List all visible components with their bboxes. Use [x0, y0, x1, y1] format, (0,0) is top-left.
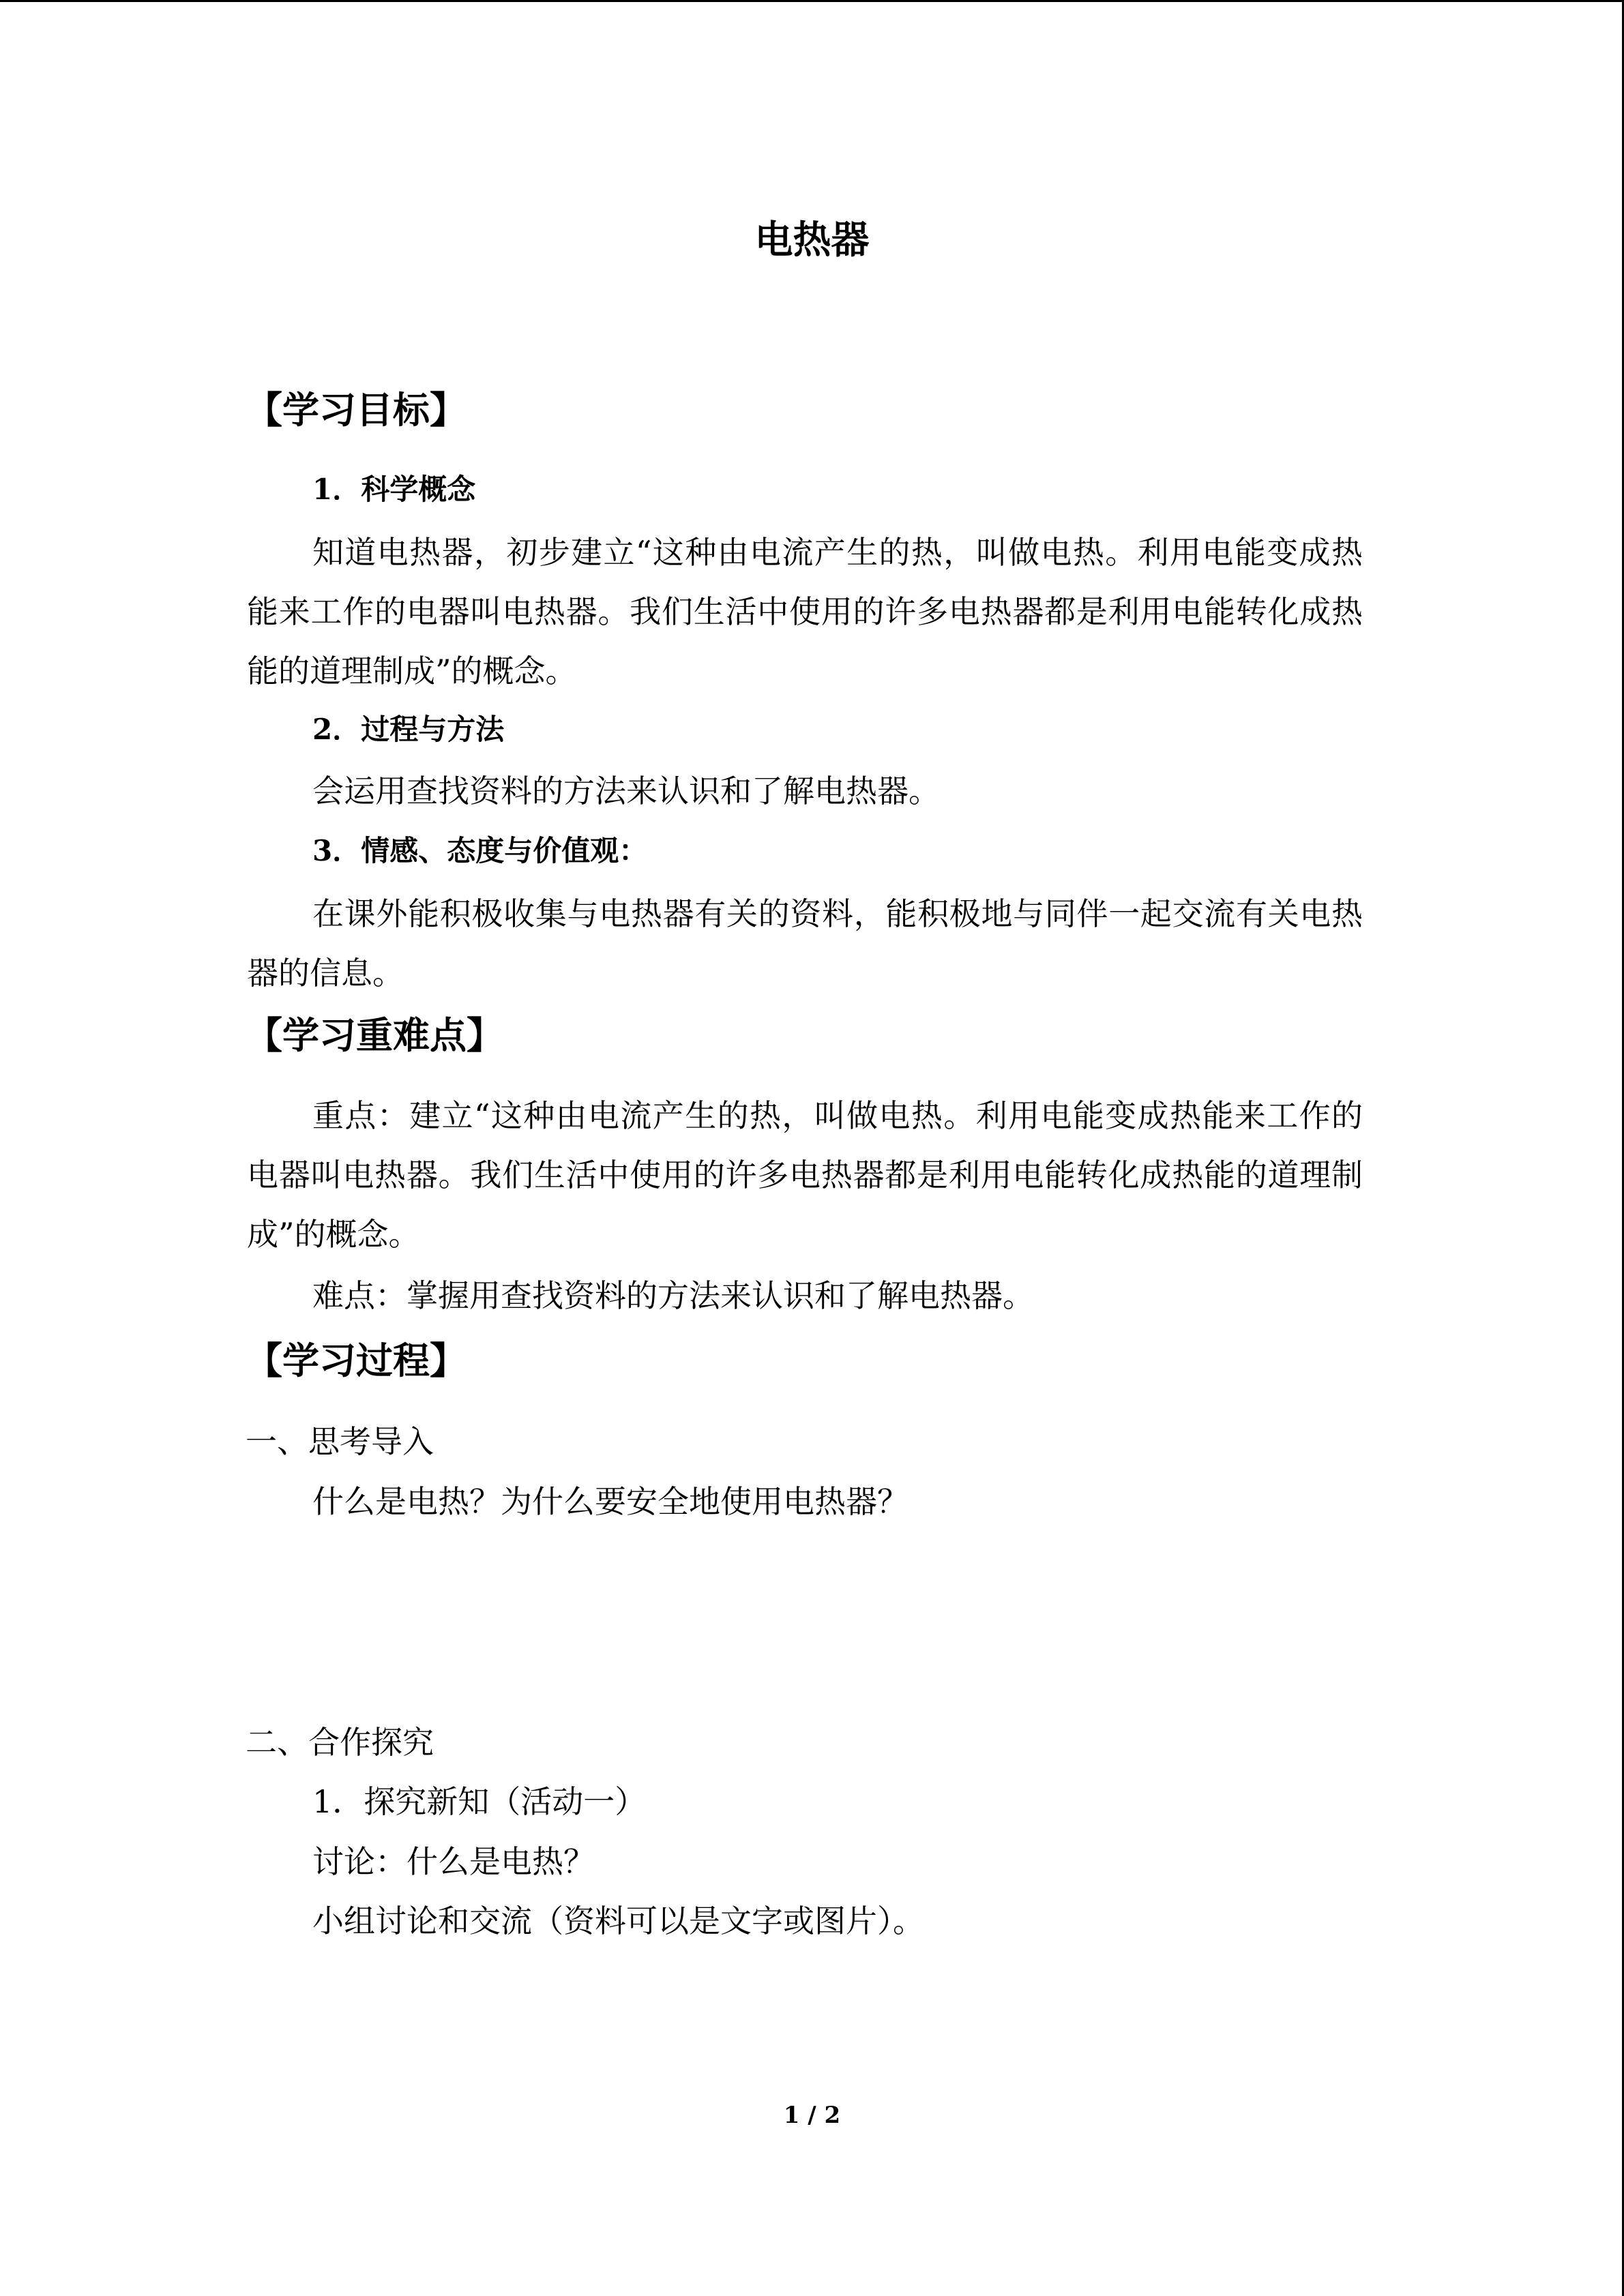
section-heading-key-points: 【学习重难点】: [246, 1013, 503, 1057]
process-part1-title: 一、思考导入: [246, 1423, 434, 1460]
goal-2-label: 2．过程与方法: [312, 713, 505, 746]
section-heading-goals: 【学习目标】: [246, 388, 467, 432]
section-heading-process: 【学习过程】: [246, 1339, 467, 1382]
goal-1-text: 知道电热器，初步建立“这种由电流产生的热，叫做电热。利用电能变成热能来工作的电器叫电热器。我们生活中使用的许多电热器都是利用电能转化成热能的道理制成”的概念。: [247, 534, 1363, 689]
page-border-top: [0, 0, 1624, 2]
key-point-difficulty: 难点：掌握用查找资料的方法来认识和了解电热器。: [312, 1277, 1034, 1314]
goal-3-text: 在课外能积极收集与电热器有关的资料，能积极地与同伴一起交流有关电热器的信息。: [247, 895, 1363, 992]
goal-2-text: 会运用查找资料的方法来认识和了解电热器。: [312, 773, 940, 809]
goal-3-label: 3．情感、态度与价值观：: [312, 834, 648, 867]
process-part2-title: 二、合作探究: [246, 1724, 434, 1761]
process-part2-activity: 1．探究新知（活动一）: [312, 1783, 647, 1820]
goal-1-label: 1．科学概念: [312, 473, 476, 506]
key-point-focus: 重点：建立“这种由电流产生的热，叫做电热。利用电能变成热能来工作的电器叫电热器。我们生活中使用的许多电热器都是利用电能转化成热能的道理制成”的概念。: [247, 1097, 1363, 1253]
document-title: 电热器: [754, 218, 870, 263]
process-part2-group: 小组讨论和交流（资料可以是文字或图片）。: [312, 1903, 924, 1939]
page-number: 1 / 2: [783, 2102, 841, 2129]
process-part2-discussion: 讨论：什么是电热？: [312, 1843, 595, 1880]
process-part1-question: 什么是电热？为什么要安全地使用电热器？: [312, 1483, 909, 1520]
